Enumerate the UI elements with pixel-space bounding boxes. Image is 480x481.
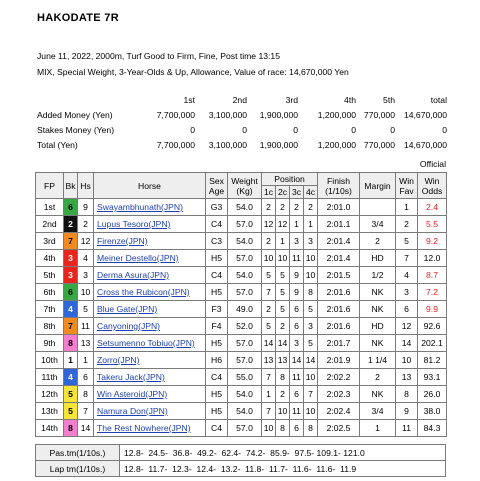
col-sex-age: Sex Age <box>206 173 228 199</box>
win-favourite: 3 <box>396 284 418 301</box>
lap-row-label: Lap tm(1/10s.) <box>36 461 120 477</box>
weight: 54.0 <box>228 233 262 250</box>
horse-link[interactable]: Cross the Rubicon(JPN) <box>97 287 190 297</box>
position-1c: 5 <box>262 318 276 335</box>
added-money-row <box>37 107 447 122</box>
weight: 55.0 <box>228 369 262 386</box>
col-win-fav: Win Fav <box>396 173 418 199</box>
position-3c: 1 <box>290 216 304 233</box>
sex-age: H5 <box>206 250 228 267</box>
finish-position: 7th <box>36 301 64 318</box>
bracket-number: 6 <box>64 284 78 301</box>
horse-link[interactable]: Namura Don(JPN) <box>97 406 168 416</box>
margin: 1 1/4 <box>360 352 396 369</box>
horse-link[interactable]: Setsumenno Tobiuo(JPN) <box>97 338 195 348</box>
position-1c: 1 <box>262 386 276 403</box>
position-2c: 10 <box>276 250 290 267</box>
win-favourite: 4 <box>396 267 418 284</box>
margin: NK <box>360 301 396 318</box>
margin: NK <box>360 386 396 403</box>
win-favourite: 14 <box>396 335 418 352</box>
bracket-number: 7 <box>64 233 78 250</box>
bracket-number: 4 <box>64 369 78 386</box>
result-row <box>36 352 447 369</box>
horse-number: 7 <box>78 403 94 420</box>
horse-number: 1 <box>78 352 94 369</box>
finish-time: 2:01.0 <box>318 199 360 216</box>
sex-age: H5 <box>206 335 228 352</box>
position-1c: 13 <box>262 352 276 369</box>
weight: 54.0 <box>228 386 262 403</box>
result-row <box>36 267 447 284</box>
position-2c: 10 <box>276 403 290 420</box>
lap-row-label: Pas.tm(1/10s.) <box>36 445 120 461</box>
horse-link[interactable]: Swayambhunath(JPN) <box>97 202 183 212</box>
win-favourite: 11 <box>396 420 418 437</box>
col-fp: FP <box>36 173 64 199</box>
race-info-line-2: MIX, Special Weight, 3-Year-Olds & Up, Allowance, Value of race: 14,670,000 Yen <box>37 67 349 77</box>
position-2c: 12 <box>276 216 290 233</box>
finish-position: 1st <box>36 199 64 216</box>
horse-number: 14 <box>78 420 94 437</box>
win-favourite: 12 <box>396 318 418 335</box>
bracket-number: 5 <box>64 386 78 403</box>
horse-name-link <box>94 233 206 250</box>
finish-time: 2:01.6 <box>318 301 360 318</box>
col-margin: Margin <box>360 173 396 199</box>
horse-number: 10 <box>78 284 94 301</box>
weight: 52.0 <box>228 318 262 335</box>
result-row <box>36 284 447 301</box>
position-4c: 10 <box>304 369 318 386</box>
horse-link[interactable]: Takeru Jack(JPN) <box>97 372 165 382</box>
official-label: Official <box>419 159 446 169</box>
sex-age: H5 <box>206 386 228 403</box>
finish-time: 2:01.4 <box>318 250 360 267</box>
money-row-label: Total (Yen) <box>37 139 78 150</box>
horse-name-link <box>94 318 206 335</box>
money-header: 1st <box>183 94 195 105</box>
win-favourite: 9 <box>396 403 418 420</box>
lap-times-table <box>35 444 446 477</box>
passing-time-row <box>36 445 446 461</box>
win-odds: 84.3 <box>418 420 447 437</box>
money-value: 770,000 <box>363 109 395 120</box>
horse-name-link <box>94 250 206 267</box>
horse-link[interactable]: Win Asteroid(JPN) <box>97 389 168 399</box>
finish-position: 2nd <box>36 216 64 233</box>
position-3c: 9 <box>290 267 304 284</box>
position-2c: 5 <box>276 301 290 318</box>
money-header: 2nd <box>232 94 247 105</box>
bracket-number: 2 <box>64 216 78 233</box>
horse-link[interactable]: Derma Asura(JPN) <box>97 270 170 280</box>
result-row <box>36 216 447 233</box>
position-3c: 9 <box>290 284 304 301</box>
money-value: 0 <box>242 124 247 135</box>
sex-age: H5 <box>206 403 228 420</box>
win-odds: 9.9 <box>418 301 447 318</box>
horse-number: 3 <box>78 267 94 284</box>
position-1c: 10 <box>262 250 276 267</box>
col-pos-3c: 3c <box>290 186 304 199</box>
win-odds: 7.2 <box>418 284 447 301</box>
results-table <box>35 172 447 437</box>
sex-age: C4 <box>206 420 228 437</box>
weight: 57.0 <box>228 216 262 233</box>
margin: HD <box>360 250 396 267</box>
position-1c: 14 <box>262 335 276 352</box>
money-header: 3rd <box>285 94 298 105</box>
bracket-number: 3 <box>64 267 78 284</box>
horse-number: 12 <box>78 233 94 250</box>
position-3c: 3 <box>290 335 304 352</box>
horse-name-link <box>94 267 206 284</box>
margin: 2 <box>360 233 396 250</box>
result-row <box>36 386 447 403</box>
result-row <box>36 420 447 437</box>
margin: NK <box>360 335 396 352</box>
finish-time: 2:01.1 <box>318 216 360 233</box>
weight: 54.0 <box>228 267 262 284</box>
weight: 54.0 <box>228 403 262 420</box>
money-value: 1,200,000 <box>317 139 356 150</box>
finish-time: 2:02.2 <box>318 369 360 386</box>
win-favourite: 13 <box>396 369 418 386</box>
position-2c: 5 <box>276 267 290 284</box>
money-value: 14,670,000 <box>403 109 447 120</box>
finish-time: 2:01.7 <box>318 335 360 352</box>
money-value: 1,200,000 <box>317 109 356 120</box>
horse-number: 6 <box>78 369 94 386</box>
horse-name-link <box>94 420 206 437</box>
col-pos-1c: 1c <box>262 186 276 199</box>
money-value: 7,700,000 <box>156 109 195 120</box>
bracket-number: 7 <box>64 318 78 335</box>
horse-number: 4 <box>78 250 94 267</box>
prize-money-table <box>37 92 447 152</box>
results-header-row <box>36 173 447 186</box>
margin: 1/2 <box>360 267 396 284</box>
money-value: 3,100,000 <box>208 139 247 150</box>
position-3c: 2 <box>290 199 304 216</box>
position-4c: 1 <box>304 216 318 233</box>
result-row <box>36 250 447 267</box>
lap-row-values: 12.8- 24.5- 36.8- 49.2- 62.4- 74.2- 85.9- 97.5- 109.1- 121.0 <box>120 445 446 461</box>
money-value: 14,670,000 <box>403 139 447 150</box>
win-odds: 92.6 <box>418 318 447 335</box>
result-row <box>36 403 447 420</box>
race-title: HAKODATE 7R <box>37 12 119 24</box>
position-2c: 8 <box>276 369 290 386</box>
sex-age: F4 <box>206 318 228 335</box>
horse-link[interactable]: Zorro(JPN) <box>97 355 140 365</box>
margin: NK <box>360 284 396 301</box>
horse-link[interactable]: Firenze(JPN) <box>97 236 148 246</box>
position-3c: 6 <box>290 420 304 437</box>
horse-name-link <box>94 369 206 386</box>
finish-position: 10th <box>36 352 64 369</box>
prize-money-header-row <box>37 92 447 107</box>
sex-age: C4 <box>206 216 228 233</box>
win-favourite: 2 <box>396 216 418 233</box>
horse-number: 11 <box>78 318 94 335</box>
money-header: total <box>430 94 447 105</box>
stakes-money-row <box>37 122 447 137</box>
finish-position: 4th <box>36 250 64 267</box>
position-4c: 8 <box>304 420 318 437</box>
horse-link[interactable]: Blue Gate(JPN) <box>97 304 158 314</box>
sex-age: H5 <box>206 284 228 301</box>
position-1c: 5 <box>262 267 276 284</box>
position-1c: 2 <box>262 301 276 318</box>
position-2c: 1 <box>276 233 290 250</box>
position-2c: 8 <box>276 420 290 437</box>
position-4c: 3 <box>304 233 318 250</box>
sex-age: C4 <box>206 369 228 386</box>
lap-time-row <box>36 461 446 477</box>
horse-name-link <box>94 301 206 318</box>
position-1c: 12 <box>262 216 276 233</box>
position-2c: 13 <box>276 352 290 369</box>
money-value: 0 <box>390 124 395 135</box>
finish-position: 8th <box>36 318 64 335</box>
money-value: 1,900,000 <box>259 109 298 120</box>
margin <box>360 199 396 216</box>
position-2c: 2 <box>276 318 290 335</box>
horse-name-link <box>94 403 206 420</box>
win-odds: 9.2 <box>418 233 447 250</box>
sex-age: C3 <box>206 233 228 250</box>
finish-time: 2:02.3 <box>318 386 360 403</box>
finish-position: 6th <box>36 284 64 301</box>
finish-time: 2:01.4 <box>318 233 360 250</box>
money-row-label: Stakes Money (Yen) <box>37 124 115 135</box>
money-value: 770,000 <box>363 139 395 150</box>
position-1c: 7 <box>262 403 276 420</box>
win-odds: 93.1 <box>418 369 447 386</box>
position-4c: 10 <box>304 250 318 267</box>
bracket-number: 3 <box>64 250 78 267</box>
horse-name-link <box>94 335 206 352</box>
horse-number: 13 <box>78 335 94 352</box>
position-1c: 2 <box>262 233 276 250</box>
win-odds: 8.7 <box>418 267 447 284</box>
finish-position: 3rd <box>36 233 64 250</box>
horse-name-link <box>94 284 206 301</box>
position-4c: 5 <box>304 301 318 318</box>
win-odds: 5.5 <box>418 216 447 233</box>
col-pos-4c: 4c <box>304 186 318 199</box>
position-3c: 11 <box>290 250 304 267</box>
win-odds: 38.0 <box>418 403 447 420</box>
result-row <box>36 335 447 352</box>
sex-age: G3 <box>206 199 228 216</box>
position-1c: 7 <box>262 369 276 386</box>
position-2c: 14 <box>276 335 290 352</box>
money-value: 0 <box>190 124 195 135</box>
finish-time: 2:01.9 <box>318 352 360 369</box>
col-pos-2c: 2c <box>276 186 290 199</box>
finish-time: 2:02.5 <box>318 420 360 437</box>
sex-age: F3 <box>206 301 228 318</box>
bracket-number: 5 <box>64 403 78 420</box>
margin: 3/4 <box>360 216 396 233</box>
position-3c: 6 <box>290 318 304 335</box>
result-row <box>36 199 447 216</box>
win-odds: 81.2 <box>418 352 447 369</box>
result-row <box>36 318 447 335</box>
col-hs: Hs <box>78 173 94 199</box>
bracket-number: 8 <box>64 420 78 437</box>
position-3c: 11 <box>290 403 304 420</box>
horse-name-link <box>94 352 206 369</box>
horse-number: 9 <box>78 199 94 216</box>
position-4c: 10 <box>304 267 318 284</box>
horse-number: 8 <box>78 386 94 403</box>
finish-time: 2:01.6 <box>318 284 360 301</box>
win-favourite: 8 <box>396 386 418 403</box>
win-odds: 202.1 <box>418 335 447 352</box>
horse-number: 2 <box>78 216 94 233</box>
money-header: 5th <box>383 94 395 105</box>
finish-position: 5th <box>36 267 64 284</box>
position-3c: 6 <box>290 301 304 318</box>
position-1c: 10 <box>262 420 276 437</box>
bracket-number: 4 <box>64 301 78 318</box>
horse-name-link <box>94 199 206 216</box>
margin: HD <box>360 318 396 335</box>
finish-position: 14th <box>36 420 64 437</box>
finish-position: 9th <box>36 335 64 352</box>
race-info-line-1: June 11, 2022, 2000m, Turf Good to Firm, Fine, Post time 13:15 <box>37 51 280 61</box>
sex-age: H6 <box>206 352 228 369</box>
money-value: 0 <box>293 124 298 135</box>
position-2c: 2 <box>276 199 290 216</box>
win-odds: 12.0 <box>418 250 447 267</box>
weight: 49.0 <box>228 301 262 318</box>
position-4c: 3 <box>304 318 318 335</box>
position-3c: 14 <box>290 352 304 369</box>
money-value: 7,700,000 <box>156 139 195 150</box>
margin: 3/4 <box>360 403 396 420</box>
margin: 1 <box>360 420 396 437</box>
weight: 57.0 <box>228 250 262 267</box>
win-favourite: 5 <box>396 233 418 250</box>
win-favourite: 1 <box>396 199 418 216</box>
horse-name-link <box>94 386 206 403</box>
position-4c: 2 <box>304 199 318 216</box>
win-favourite: 6 <box>396 301 418 318</box>
col-horse: Horse <box>94 173 206 199</box>
result-row <box>36 369 447 386</box>
horse-link[interactable]: Canyoning(JPN) <box>97 321 161 331</box>
lap-row-values: 12.8- 11.7- 12.3- 12.4- 13.2- 11.8- 11.7- 11.6- 11.6- 11.9 <box>120 461 446 477</box>
total-money-row <box>37 137 447 152</box>
money-value: 1,900,000 <box>259 139 298 150</box>
money-row-label: Added Money (Yen) <box>37 109 113 120</box>
bracket-number: 1 <box>64 352 78 369</box>
horse-name-link <box>94 216 206 233</box>
finish-position: 13th <box>36 403 64 420</box>
finish-time: 2:02.4 <box>318 403 360 420</box>
weight: 57.0 <box>228 352 262 369</box>
weight: 54.0 <box>228 199 262 216</box>
sex-age: C4 <box>206 267 228 284</box>
finish-time: 2:01.5 <box>318 267 360 284</box>
bracket-number: 8 <box>64 335 78 352</box>
position-4c: 14 <box>304 352 318 369</box>
win-favourite: 7 <box>396 250 418 267</box>
win-odds: 26.0 <box>418 386 447 403</box>
position-4c: 8 <box>304 284 318 301</box>
position-3c: 11 <box>290 369 304 386</box>
money-header: 4th <box>344 94 356 105</box>
horse-link[interactable]: The Rest Nowhere(JPN) <box>97 423 191 433</box>
position-2c: 2 <box>276 386 290 403</box>
position-4c: 5 <box>304 335 318 352</box>
position-1c: 7 <box>262 284 276 301</box>
win-odds: 2.4 <box>418 199 447 216</box>
horse-number: 5 <box>78 301 94 318</box>
col-weight: Weight (Kg) <box>228 173 262 199</box>
col-win-odds: Win Odds <box>418 173 447 199</box>
position-3c: 6 <box>290 386 304 403</box>
result-row <box>36 233 447 250</box>
money-value: 3,100,000 <box>208 109 247 120</box>
col-position: Position <box>262 173 318 186</box>
weight: 57.0 <box>228 420 262 437</box>
money-value: 0 <box>442 124 447 135</box>
finish-position: 11th <box>36 369 64 386</box>
win-favourite: 10 <box>396 352 418 369</box>
margin: 2 <box>360 369 396 386</box>
money-value: 0 <box>351 124 356 135</box>
position-4c: 10 <box>304 403 318 420</box>
horse-link[interactable]: Meiner Destello(JPN) <box>97 253 179 263</box>
result-row <box>36 301 447 318</box>
weight: 57.0 <box>228 284 262 301</box>
position-1c: 2 <box>262 199 276 216</box>
finish-position: 12th <box>36 386 64 403</box>
position-2c: 5 <box>276 284 290 301</box>
col-finish: Finish (1/10s) <box>318 173 360 199</box>
col-bk: Bk <box>64 173 78 199</box>
finish-time: 2:01.6 <box>318 318 360 335</box>
position-4c: 7 <box>304 386 318 403</box>
bracket-number: 6 <box>64 199 78 216</box>
position-3c: 3 <box>290 233 304 250</box>
weight: 57.0 <box>228 335 262 352</box>
horse-link[interactable]: Lupus Tesoro(JPN) <box>97 219 171 229</box>
